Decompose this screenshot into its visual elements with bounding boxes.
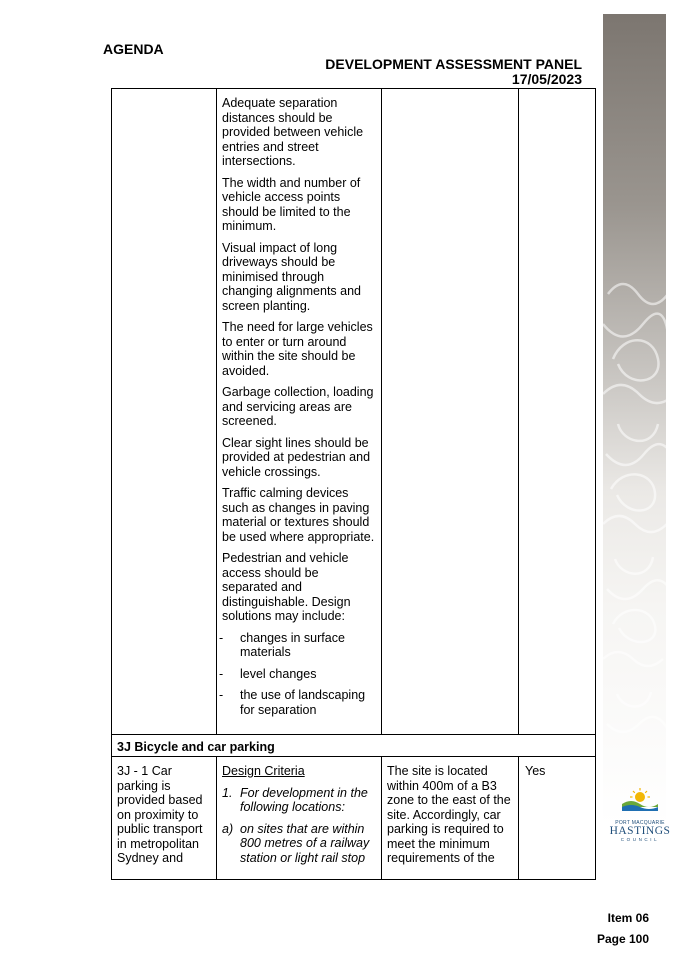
bullet-mark: - — [219, 630, 224, 645]
table-top-border — [111, 88, 596, 89]
logo-line-council: COUNCIL — [620, 837, 660, 842]
criteria-paragraph: Adequate separation distances should be provided between vehicle entries and street intersections. — [222, 96, 364, 168]
bullet-text: changes in surface materials — [240, 630, 345, 659]
column-divider — [216, 88, 217, 734]
meeting-date: 17/05/2023 — [511, 71, 582, 87]
page-number: Page 100 — [596, 932, 649, 946]
panel-header — [325, 57, 582, 87]
table-left-border — [111, 88, 112, 880]
item-text: on sites that are within 800 metres of a railway station or light rail stop — [240, 821, 370, 865]
bullet-mark: - — [219, 666, 224, 681]
criteria-heading: Design Criteria — [222, 764, 305, 778]
bullet-text: level changes — [240, 666, 317, 681]
logo-line-hastings: HASTINGS — [609, 825, 671, 837]
criteria-paragraph: Pedestrian and vehicle access should be separated and distinguishable. Design solutions may include: — [222, 551, 351, 623]
criteria-paragraph: The width and number of vehicle access points should be limited to the minimum. — [222, 175, 361, 233]
item-number: 1. — [222, 785, 233, 800]
sun-wave-icon — [618, 787, 662, 813]
table-right-border — [595, 88, 596, 880]
row-divider — [111, 734, 596, 735]
item-number: Item 06 — [607, 911, 649, 925]
column-divider — [381, 88, 382, 734]
row-divider — [111, 756, 596, 757]
criteria-paragraph: Garbage collection, loading and servicing areas are screened. — [222, 385, 374, 428]
lettered-item — [222, 822, 375, 866]
column-divider — [518, 756, 519, 880]
council-logo — [608, 787, 672, 842]
design-criteria-cell — [222, 764, 375, 872]
bullet-mark: - — [219, 688, 224, 702]
criteria-paragraph: Traffic calming devices such as changes in paving material or textures should be used where appropriate. — [222, 486, 375, 544]
assessment-table — [111, 88, 596, 880]
logo-line-port: PORT MACQUARIE — [615, 820, 665, 826]
comment-cell: The site is located within 400m of a B3 zone to the east of the site. Accordingly, car parking is required to meet the minimum requirements of the — [387, 764, 511, 865]
criteria-paragraph: Visual impact of long driveways should be minimised through changing alignments and screen planting. — [222, 240, 361, 313]
item-text: For development in the following locations: — [240, 785, 368, 814]
agenda-label: AGENDA — [103, 41, 164, 57]
list-item — [219, 630, 375, 660]
list-item — [219, 688, 375, 717]
numbered-item — [222, 786, 375, 815]
objective-cell: 3J - 1 Car parking is provided based on proximity to public transport in metropolitan Sydney and — [117, 764, 203, 865]
design-criteria-cell — [219, 96, 375, 724]
criteria-paragraph: The need for large vehicles to enter or turn around within the site should be avoided. — [222, 320, 373, 378]
section-heading: 3J Bicycle and car parking — [117, 740, 275, 754]
column-divider — [216, 756, 217, 880]
bullet-text: the use of landscaping for separation — [240, 688, 366, 717]
column-divider — [518, 88, 519, 734]
column-divider — [381, 756, 382, 880]
list-item — [219, 666, 375, 682]
criteria-paragraph: Clear sight lines should be provided at pedestrian and vehicle crossings. — [222, 435, 371, 479]
table-bottom-border — [111, 879, 596, 880]
item-letter: a) — [222, 821, 234, 836]
complies-cell: Yes — [525, 764, 546, 778]
panel-title: DEVELOPMENT ASSESSMENT PANEL — [325, 56, 582, 72]
